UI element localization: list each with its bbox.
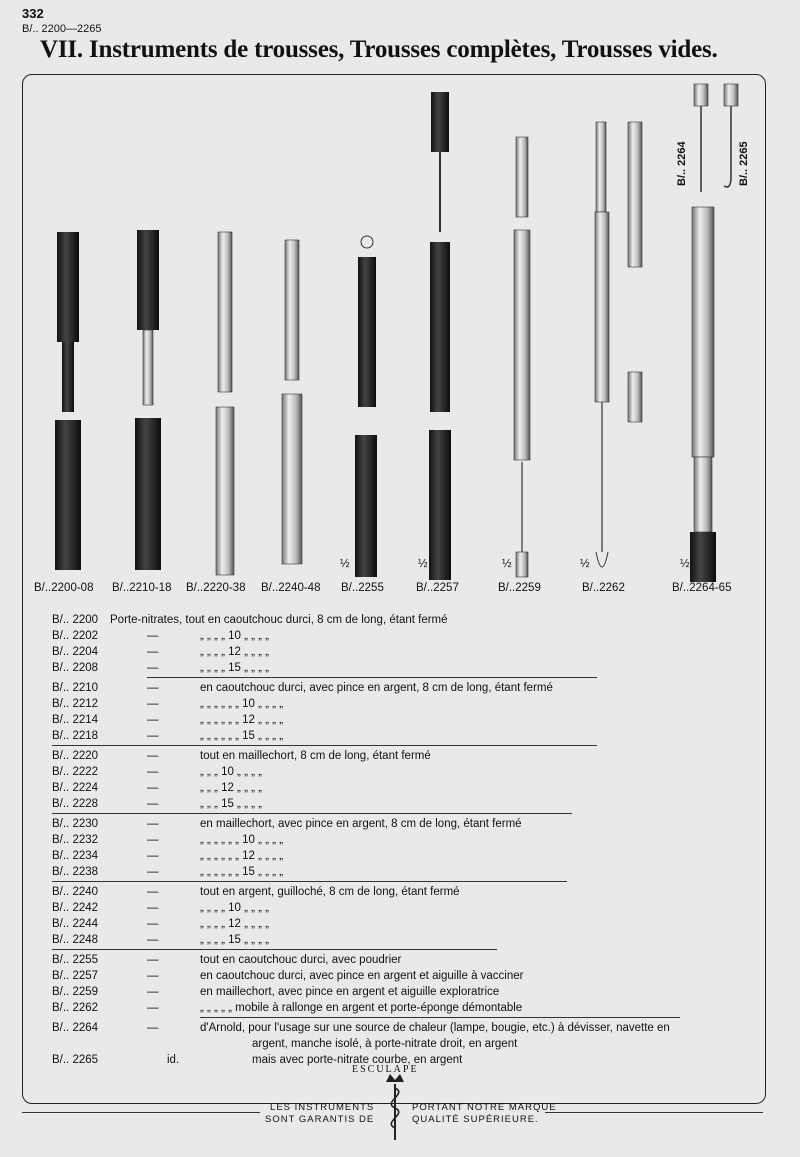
table-row: B/.. 2224 — „ „ „ 12 „ „ „ „ bbox=[52, 782, 262, 794]
scale-half-2264: ½ bbox=[680, 558, 690, 570]
footer-line-right bbox=[545, 1112, 763, 1113]
caption-2200-08: B/..2200-08 bbox=[34, 582, 94, 594]
page-title: VII. Instruments de trousses, Trousses complètes, Trousses vides. bbox=[40, 36, 718, 63]
table-row: B/.. 2222 — „ „ „ 10 „ „ „ „ bbox=[52, 766, 262, 778]
footer-text-left: LES INSTRUMENTS SONT GARANTIS DE bbox=[265, 1102, 375, 1125]
table-row: B/.. 2208 — „ „ „ „ 15 „ „ „ „ bbox=[52, 662, 269, 674]
divider bbox=[52, 949, 497, 950]
scale-half-2257: ½ bbox=[418, 558, 428, 570]
caption-2240-48: B/..2240-48 bbox=[261, 582, 321, 594]
caption-2265-vertical: B/.. 2265 bbox=[738, 141, 750, 186]
scale-half-2262: ½ bbox=[580, 558, 590, 570]
instrument-2220-38 bbox=[216, 232, 234, 575]
table-row: B/.. 2202 — „ „ „ „ 10 „ „ „ „ bbox=[52, 630, 269, 642]
footer-text-right: PORTANT NOTRE MARQUE QUALITÉ SUPÉRIEURE. bbox=[412, 1102, 557, 1125]
instrument-2240-48 bbox=[282, 240, 302, 564]
instrument-2264-65 bbox=[690, 84, 738, 582]
item-range: B/.. 2200—2265 bbox=[22, 23, 102, 35]
table-row: B/.. 2238 — „ „ „ „ „ „ 15 „ „ „ „ bbox=[52, 866, 284, 878]
table-row: B/.. 2204 — „ „ „ „ 12 „ „ „ „ bbox=[52, 646, 269, 658]
table-row: B/.. 2259 — en maillechort, avec pince en argent et aiguille exploratrice bbox=[52, 986, 500, 998]
table-row: B/.. 2240 — tout en argent, guilloché, 8 cm de long, étant fermé bbox=[52, 886, 460, 898]
emblem-text: ESCULAPE bbox=[352, 1064, 419, 1075]
table-row: B/.. 2200 Porte-nitrates, tout en caoutchouc durci, 8 cm de long, étant fermé bbox=[52, 614, 448, 626]
divider bbox=[52, 881, 567, 882]
instrument-2200-08 bbox=[55, 232, 81, 570]
caduceus-emblem-icon bbox=[360, 1060, 430, 1145]
table-row: B/.. 2257 — en caoutchouc durci, avec pince en argent et aiguille à vacciner bbox=[52, 970, 524, 982]
caption-2257: B/..2257 bbox=[416, 582, 459, 594]
table-row: B/.. 2210 — en caoutchouc durci, avec pince en argent, 8 cm de long, étant fermé bbox=[52, 682, 553, 694]
instrument-2259 bbox=[514, 137, 530, 577]
table-row: B/.. 2244 — „ „ „ „ 12 „ „ „ „ bbox=[52, 918, 269, 930]
instruments-illustration bbox=[30, 82, 760, 602]
caption-2259: B/..2259 bbox=[498, 582, 541, 594]
table-row: B/.. 2265 id. mais avec porte-nitrate courbe, en argent bbox=[52, 1054, 463, 1066]
table-row: B/.. 2232 — „ „ „ „ „ „ 10 „ „ „ „ bbox=[52, 834, 284, 846]
caption-2264-65: B/..2264-65 bbox=[672, 582, 732, 594]
table-row: B/.. 2242 — „ „ „ „ 10 „ „ „ „ bbox=[52, 902, 269, 914]
scale-half-2255: ½ bbox=[340, 558, 350, 570]
instrument-2262 bbox=[595, 122, 642, 567]
caption-2262: B/..2262 bbox=[582, 582, 625, 594]
divider bbox=[200, 1017, 680, 1018]
caption-2264-vertical: B/.. 2264 bbox=[676, 141, 688, 186]
table-row: argent, manche isolé, à porte-nitrate droit, en argent bbox=[252, 1038, 518, 1050]
table-row: B/.. 2220 — tout en maillechort, 8 cm de long, étant fermé bbox=[52, 750, 431, 762]
item-table bbox=[52, 612, 742, 1068]
instrument-2255 bbox=[355, 236, 377, 577]
table-row: B/.. 2234 — „ „ „ „ „ „ 12 „ „ „ „ bbox=[52, 850, 284, 862]
divider bbox=[52, 813, 572, 814]
instrument-2210-18 bbox=[135, 230, 161, 570]
table-row: B/.. 2212 — „ „ „ „ „ „ 10 „ „ „ „ bbox=[52, 698, 284, 710]
table-row: B/.. 2218 — „ „ „ „ „ „ 15 „ „ „ „ bbox=[52, 730, 284, 742]
caption-2255: B/..2255 bbox=[341, 582, 384, 594]
caption-2220-38: B/..2220-38 bbox=[186, 582, 246, 594]
table-row: B/.. 2214 — „ „ „ „ „ „ 12 „ „ „ „ bbox=[52, 714, 284, 726]
divider bbox=[52, 745, 597, 746]
table-row: B/.. 2264 — d'Arnold, pour l'usage sur une source de chaleur (lampe, bougie, etc.) à dévisser, navette en bbox=[52, 1022, 670, 1034]
table-row: B/.. 2248 — „ „ „ „ 15 „ „ „ „ bbox=[52, 934, 269, 946]
footer-line-left bbox=[22, 1112, 260, 1113]
page-number: 332 bbox=[22, 6, 44, 21]
scale-half-2259: ½ bbox=[502, 558, 512, 570]
table-row: B/.. 2262 — „ „ „ „ „ mobile à rallonge en argent et porte-éponge démontable bbox=[52, 1002, 523, 1014]
table-row: B/.. 2255 — tout en caoutchouc durci, avec poudrier bbox=[52, 954, 402, 966]
instrument-2257 bbox=[429, 92, 451, 580]
caption-2210-18: B/..2210-18 bbox=[112, 582, 172, 594]
divider bbox=[147, 677, 597, 678]
table-row: B/.. 2230 — en maillechort, avec pince en argent, 8 cm de long, étant fermé bbox=[52, 818, 522, 830]
table-row: B/.. 2228 — „ „ „ 15 „ „ „ „ bbox=[52, 798, 262, 810]
